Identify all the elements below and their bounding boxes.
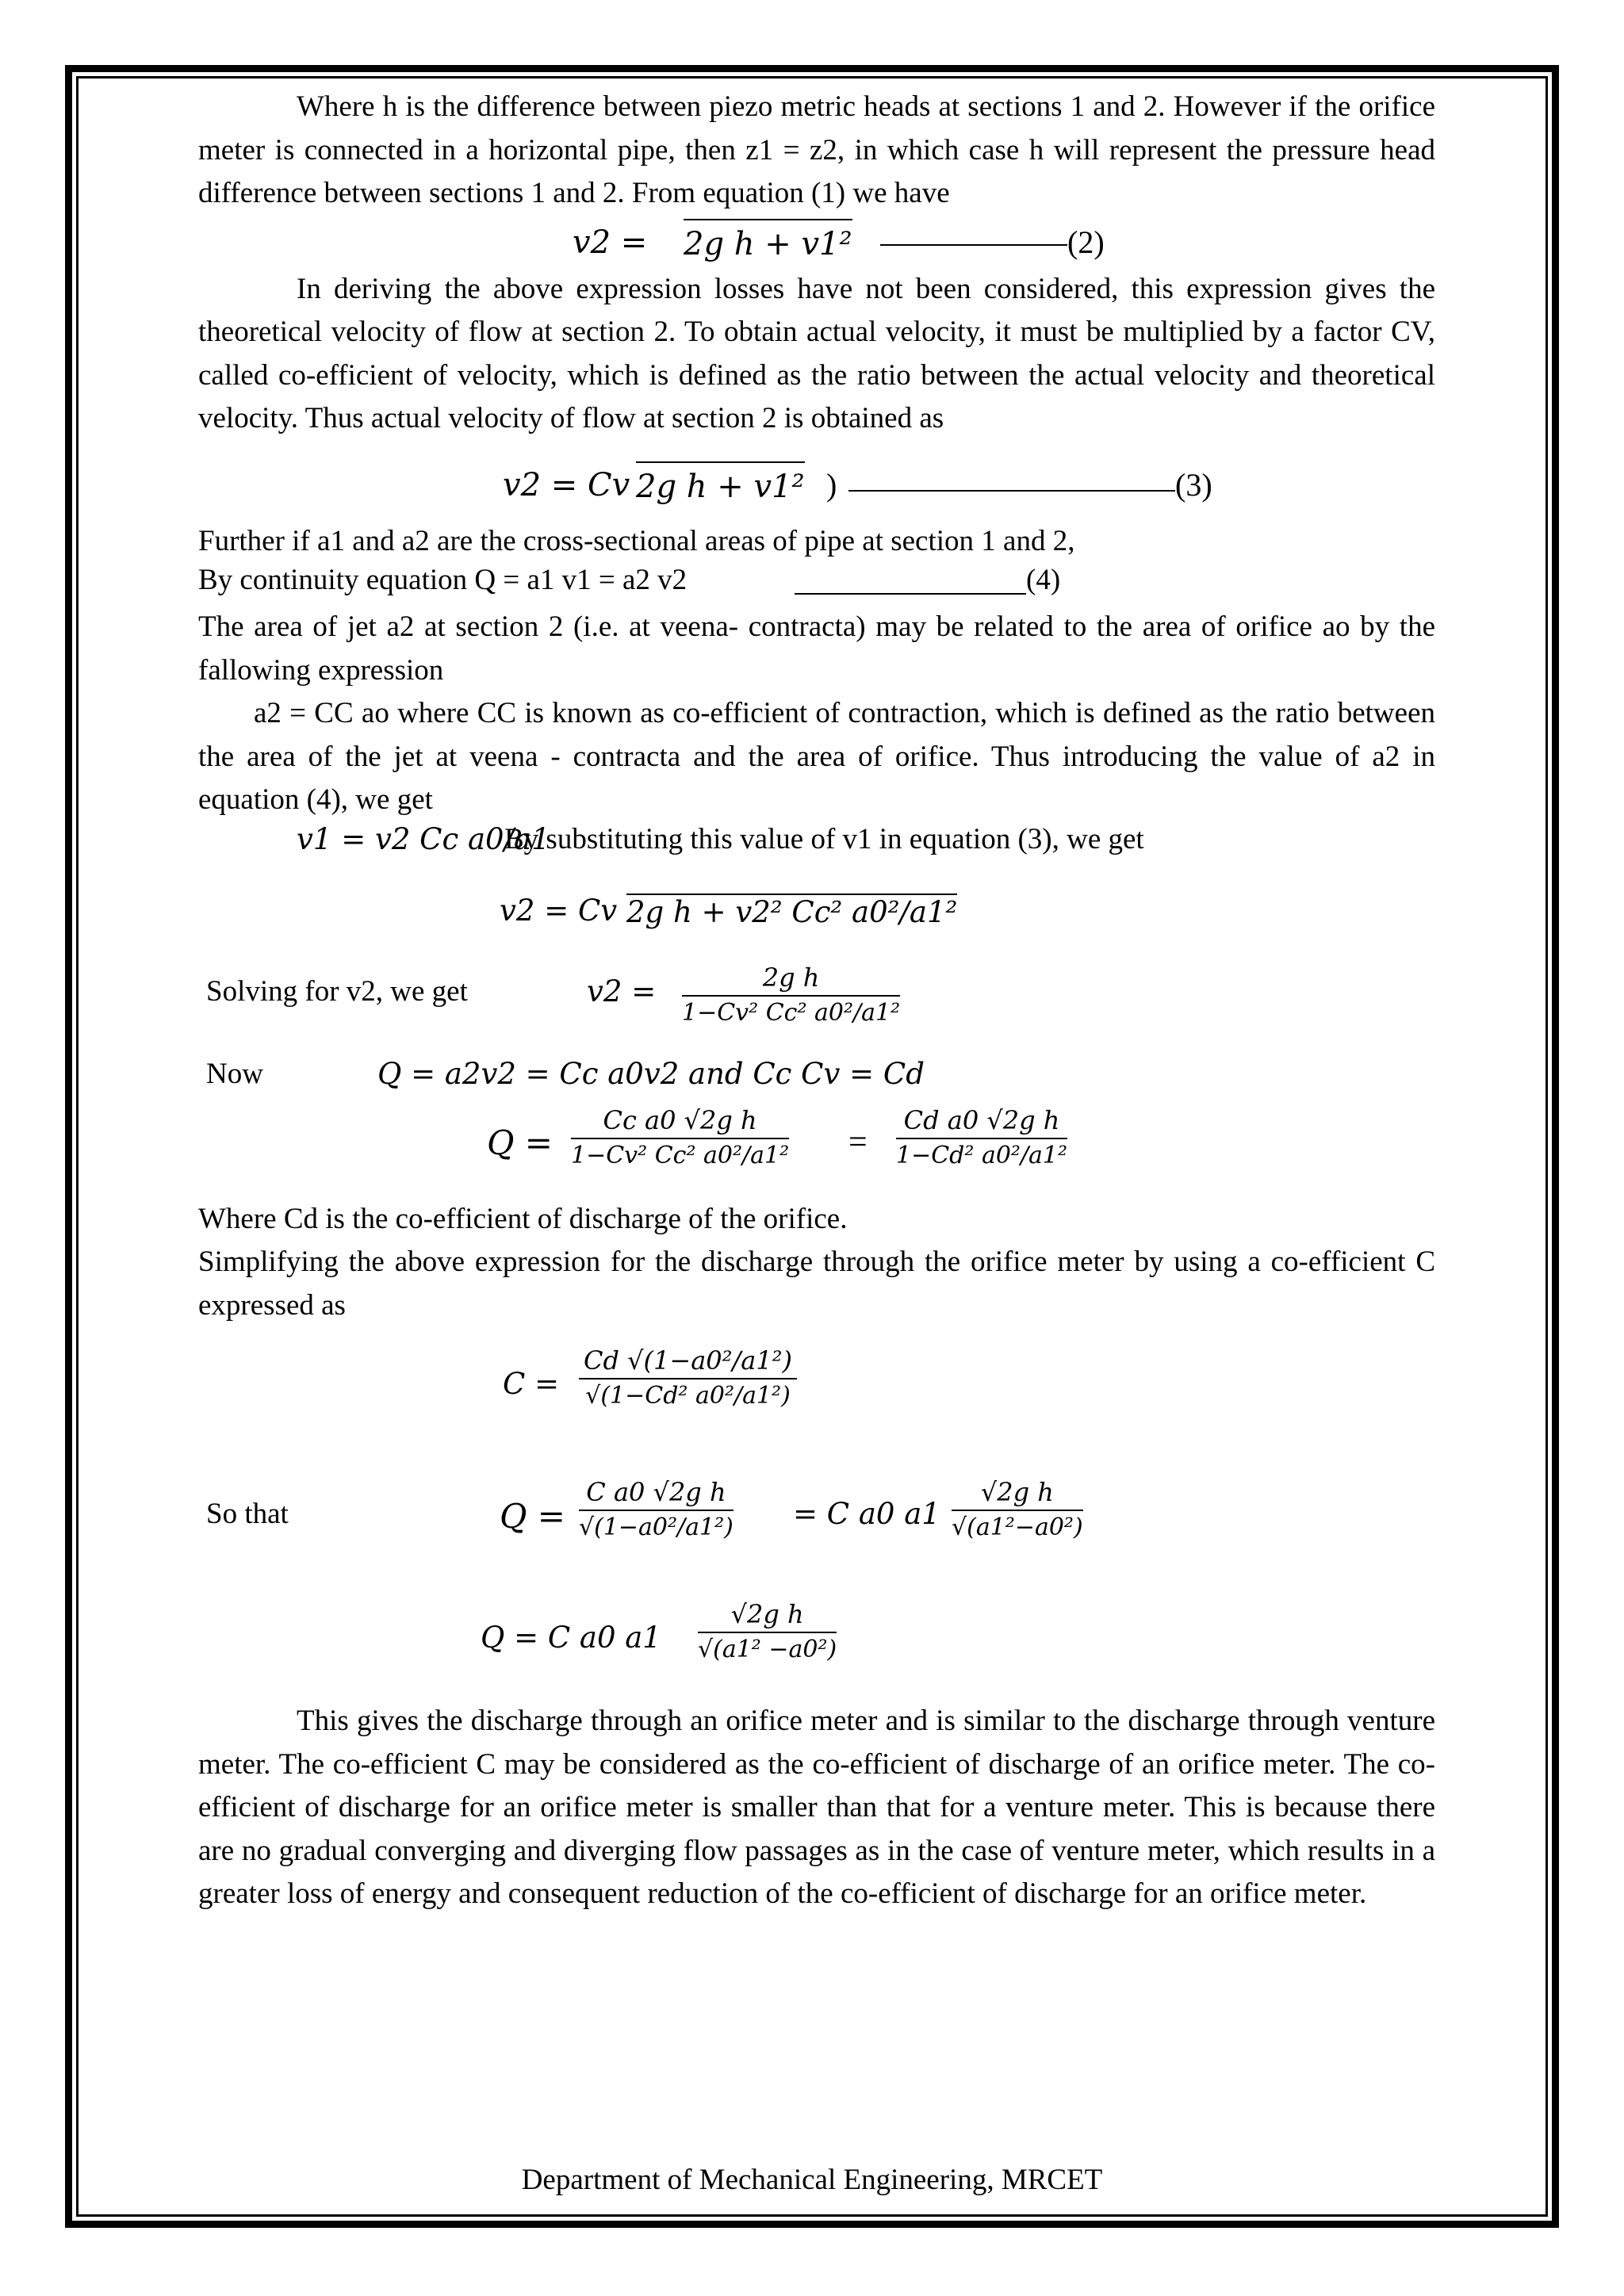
eq3-rhs: 2g h + v1² xyxy=(636,461,805,511)
continuity-rule xyxy=(795,593,1026,595)
eq3-rule xyxy=(848,490,1175,492)
eq-final-lhs: Q = C a0 a1 xyxy=(481,1621,661,1655)
eq-sothat-tail-den: √(a1²−a0²) xyxy=(952,1513,1083,1541)
paragraph-conclusion: This gives the discharge through an orifice meter and is similar to the discharge through venture meter. The co-efficient C may be considered as the co-efficient of discharge of an orifice meter. The co-efficient of discharge for an orifice meter is smaller than that for a venture meter. This is because there are no gradual converging and diverging flow passages as in the case of venture meter, which results in a greater loss of energy and consequent reduction of the co-efficient of discharge for an orifice meter. xyxy=(198,1705,1435,1910)
eq-sothat-lhs: Q = xyxy=(500,1497,565,1536)
equation-coefficient-c xyxy=(198,1327,1435,1470)
so-that-label: So that xyxy=(206,1498,289,1530)
eq-sothat-tail-fraction xyxy=(952,1475,1083,1544)
eq-q-num2: Cd a0 √2g h xyxy=(896,1103,1067,1139)
line-continuity: By continuity equation Q = a1 v1 = a2 v2 xyxy=(198,564,688,596)
equation-v2-substituted xyxy=(198,873,1435,960)
paragraph-velocity: In deriving the above expression losses have not been considered, this expression gives the theoretical velocity of flow at section 2. To obtain actual velocity, it must be multiplied by a factor CV, called co-efficient of velocity, which is defined as the ratio between the actual velocity and theoretical velocity. Thus actual velocity of flow at section 2 is obtained as xyxy=(198,272,1435,434)
page-content xyxy=(198,86,1435,1916)
eq-solve-lhs: v2 = xyxy=(587,974,657,1008)
eq-sothat-mid: = C a0 a1 xyxy=(793,1497,940,1531)
eq-q-den2: 1−Cd² a0²/a1² xyxy=(896,1141,1068,1169)
eq-sothat-den: √(1−a0²/a1²) xyxy=(579,1513,733,1541)
eq2-rhs: 2g h + v1² xyxy=(684,219,852,268)
eq-q-fraction-1 xyxy=(571,1103,789,1173)
page-footer: Department of Mechanical Engineering, MRCET xyxy=(521,2164,1103,2196)
eq-final-fraction xyxy=(698,1597,837,1667)
eq-v1-text: By substituting this value of v1 in equation (3), we get xyxy=(504,822,1144,855)
eq-c-den: √(1−Cd² a0²/a1²) xyxy=(585,1382,791,1410)
equation-discharge xyxy=(198,1103,1435,1198)
line-continuity-row xyxy=(198,563,1435,606)
eq-sothat-tail-num: √2g h xyxy=(952,1475,1083,1511)
eq3-tag: (3) xyxy=(1175,466,1212,503)
equation-v1 xyxy=(198,822,1435,873)
equation-final xyxy=(198,1597,1435,1700)
eq-c-lhs: C = xyxy=(503,1367,560,1401)
eq2-tag: (2) xyxy=(1067,224,1105,260)
eq-v2sub-rhs: 2g h + v2² Cc² a0²/a1² xyxy=(626,894,958,929)
paragraph-contraction: a2 = CC ao where CC is known as co-efficient of contraction, which is defined as the ratio between the area of the jet at veena - contracta and the area of orifice. Thus introducing the value of a2 in equation (4), we get xyxy=(198,697,1435,816)
eq-final-den: √(a1² −a0²) xyxy=(698,1636,837,1663)
eq-q-num1: Cc a0 √2g h xyxy=(571,1103,789,1139)
line-simplify: Simplifying the above expression for the discharge through the orifice meter by using a co-efficient C expressed as xyxy=(198,1246,1435,1322)
line-areas: Further if a1 and a2 are the cross-sectional areas of pipe at section 1 and 2, xyxy=(198,524,1075,557)
line-jet-area: The area of jet a2 at section 2 (i.e. at veena- contracta) may be related to the area of orifice ao by the fallowing expression xyxy=(198,610,1435,687)
equation-2 xyxy=(198,219,1435,266)
eq-q-fraction-2 xyxy=(896,1103,1067,1173)
eq-q-den1: 1−Cv² Cc² a0²/a1² xyxy=(571,1141,790,1169)
eq-solve-num: 2g h xyxy=(682,960,900,997)
eq-solve-den: 1−Cv² Cc² a0²/a1² xyxy=(682,998,901,1027)
eq2-rule xyxy=(880,244,1067,246)
line-cd: Where Cd is the co-efficient of discharge of the orifice. xyxy=(198,1202,848,1235)
equation-so-that xyxy=(198,1470,1435,1597)
eq2-lhs: v2 = xyxy=(573,224,648,261)
equation-solve-v2 xyxy=(198,960,1435,1055)
eq-v1-expr: v1 = v2 Cc a0/a1 xyxy=(297,821,550,856)
equation-now xyxy=(198,1055,1435,1103)
eq-c-fraction xyxy=(579,1343,797,1413)
eq3-close: ) xyxy=(826,466,837,503)
solving-label: Solving for v2, we get xyxy=(206,974,468,1008)
eq-final-num: √2g h xyxy=(698,1597,837,1633)
equation-3 xyxy=(198,455,1435,511)
eq-q-equals: = xyxy=(848,1123,868,1161)
eq-v2sub-lhs: v2 = Cv xyxy=(500,893,618,928)
eq-solve-fraction xyxy=(682,960,900,1030)
eq-now: Q = a2v2 = Cc a0v2 and Cc Cv = Cd xyxy=(377,1056,925,1091)
eq-c-num: Cd √(1−a0²/a1²) xyxy=(579,1343,797,1380)
paragraph-piezometric: Where h is the difference between piezo metric heads at sections 1 and 2. However if the orifice meter is connected in a horizontal pipe, then z1 = z2, in which case h will represent the pressure head difference between sections 1 and 2. From equation (1) we have xyxy=(198,90,1435,209)
tag-4: (4) xyxy=(1026,564,1061,596)
eq-sothat-num: C a0 √2g h xyxy=(579,1475,733,1511)
eq3-lhs: v2 = Cv xyxy=(503,466,630,503)
now-label: Now xyxy=(206,1057,263,1090)
eq-sothat-fraction xyxy=(579,1475,733,1544)
eq-q-lhs: Q = xyxy=(487,1123,553,1162)
